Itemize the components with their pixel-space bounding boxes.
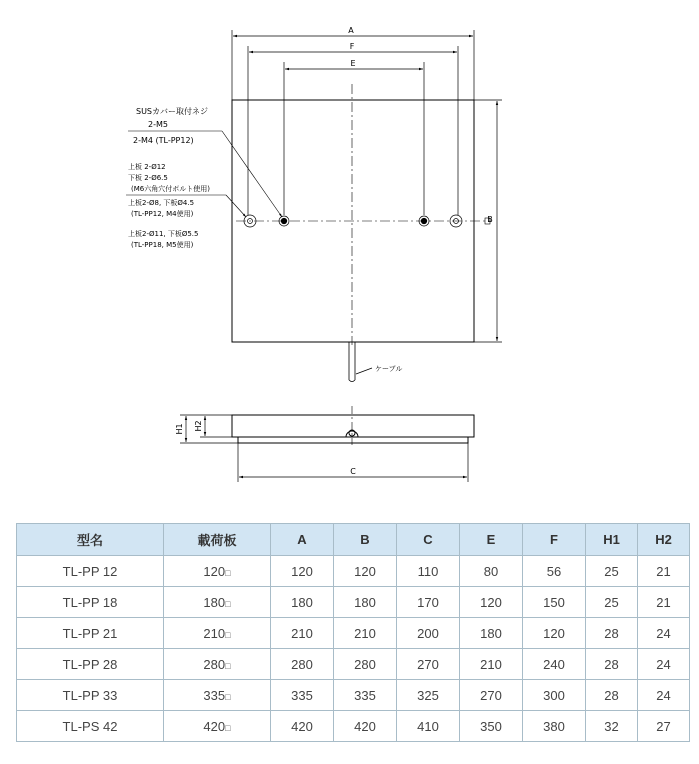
cell-plate: 335□	[164, 680, 271, 711]
hole-note-1: 上板 2-Ø12	[128, 163, 166, 171]
header-h2: H2	[638, 524, 690, 556]
side-view	[232, 415, 474, 443]
cell-h1: 25	[586, 556, 638, 587]
cell-plate: 180□	[164, 587, 271, 618]
spec-table	[16, 523, 690, 742]
cell-b: 335	[334, 680, 397, 711]
cell-h2: 24	[638, 680, 690, 711]
cable-label: ケーブル	[375, 365, 403, 373]
dimension-f-label: F	[349, 42, 355, 51]
cell-h1: 32	[586, 711, 638, 742]
cell-e: 270	[460, 680, 523, 711]
cell-a: 420	[271, 711, 334, 742]
cell-model: TL-PS 42	[17, 711, 164, 742]
header-b: B	[334, 524, 397, 556]
header-plate: 載荷板	[164, 524, 271, 556]
cell-h1: 28	[586, 680, 638, 711]
cell-c: 270	[397, 649, 460, 680]
cell-h2: 24	[638, 649, 690, 680]
table-header-row	[17, 524, 690, 556]
cell-plate: 420□	[164, 711, 271, 742]
cell-f: 300	[523, 680, 586, 711]
cell-h1: 28	[586, 649, 638, 680]
cell-h1: 28	[586, 618, 638, 649]
dimension-h2-label: H2	[194, 420, 203, 432]
table-row	[17, 649, 690, 680]
sus-cover-note-m5: 2-M5	[148, 120, 168, 129]
cell-h2: 21	[638, 587, 690, 618]
cell-c: 325	[397, 680, 460, 711]
cell-e: 350	[460, 711, 523, 742]
cell-e: 120	[460, 587, 523, 618]
cell-c: 410	[397, 711, 460, 742]
cell-b: 280	[334, 649, 397, 680]
table-row	[17, 587, 690, 618]
cell-a: 280	[271, 649, 334, 680]
cell-model: TL-PP 33	[17, 680, 164, 711]
header-c: C	[397, 524, 460, 556]
cell-plate: 280□	[164, 649, 271, 680]
cell-f: 240	[523, 649, 586, 680]
cell-b: 120	[334, 556, 397, 587]
header-a: A	[271, 524, 334, 556]
dimension-e-label: E	[350, 59, 356, 68]
square-unit-mark: □	[225, 567, 231, 578]
cell-model: TL-PP 21	[17, 618, 164, 649]
cell-model: TL-PP 18	[17, 587, 164, 618]
cell-f: 150	[523, 587, 586, 618]
cell-h2: 24	[638, 618, 690, 649]
cell-a: 210	[271, 618, 334, 649]
cell-b: 210	[334, 618, 397, 649]
cell-h2: 27	[638, 711, 690, 742]
header-h1: H1	[586, 524, 638, 556]
dimension-c	[238, 443, 468, 482]
cell-c: 170	[397, 587, 460, 618]
header-model: 型名	[17, 524, 164, 556]
cell-model: TL-PP 12	[17, 556, 164, 587]
header-f: F	[523, 524, 586, 556]
cell-h2: 21	[638, 556, 690, 587]
cell-model: TL-PP 28	[17, 649, 164, 680]
dimension-b-label: B	[487, 215, 493, 224]
dimension-f	[248, 46, 458, 215]
cell-a: 120	[271, 556, 334, 587]
dimension-a-label: A	[348, 26, 354, 35]
hole-note-2: 下板 2-Ø6.5	[128, 174, 168, 182]
square-unit-mark: □	[225, 629, 231, 640]
cell-a: 335	[271, 680, 334, 711]
table-row	[17, 618, 690, 649]
square-unit-mark: □	[225, 598, 231, 609]
dimension-h1-h2	[180, 415, 238, 443]
cell-f: 56	[523, 556, 586, 587]
center-lines	[236, 84, 492, 345]
sus-cover-note-title: SUSカバー取付ネジ	[136, 107, 209, 116]
cell-c: 110	[397, 556, 460, 587]
hole-note-3: (M6六角穴付ボルト使用)	[131, 185, 210, 193]
cell-e: 210	[460, 649, 523, 680]
dimension-h1-label: H1	[175, 423, 184, 435]
cell-a: 180	[271, 587, 334, 618]
table-row	[17, 711, 690, 742]
table-row	[17, 556, 690, 587]
cell-plate: 120□	[164, 556, 271, 587]
square-unit-mark: □	[225, 691, 231, 702]
header-e: E	[460, 524, 523, 556]
cell-b: 180	[334, 587, 397, 618]
hole-note-7: (TL-PP18, M5使用)	[131, 241, 194, 249]
cell-f: 120	[523, 618, 586, 649]
cell-b: 420	[334, 711, 397, 742]
cell-plate: 210□	[164, 618, 271, 649]
square-unit-mark: □	[225, 722, 231, 733]
cell-c: 200	[397, 618, 460, 649]
square-unit-mark: □	[225, 660, 231, 671]
sus-cover-note-m4: 2-M4 (TL-PP12)	[133, 136, 194, 145]
cell-e: 180	[460, 618, 523, 649]
cable	[349, 342, 372, 382]
cell-f: 380	[523, 711, 586, 742]
table-body	[17, 556, 690, 742]
dimension-c-label: C	[350, 467, 356, 476]
hole-note-4: 上板2-Ø8, 下板Ø4.5	[128, 199, 195, 207]
hole-note-5: (TL-PP12, M4使用)	[131, 210, 194, 218]
dimension-e	[284, 62, 424, 215]
cell-e: 80	[460, 556, 523, 587]
table-row	[17, 680, 690, 711]
hole-note-6: 上板2-Ø11, 下板Ø5.5	[128, 230, 199, 238]
cell-h1: 25	[586, 587, 638, 618]
